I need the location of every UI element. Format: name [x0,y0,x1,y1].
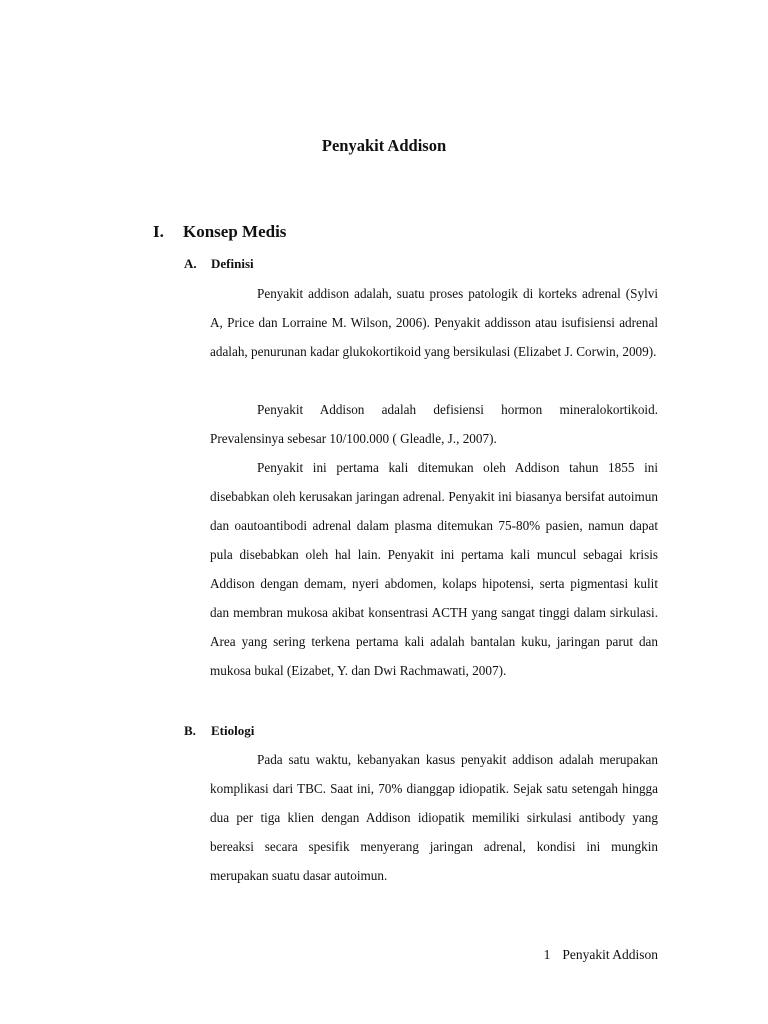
paragraph: Penyakit Addison adalah defisiensi hormon mineralokortikoid. Prevalensinya sebesar 10/100.000 ( Gleadle, J., 2007). [210,402,658,446]
subsection-letter: A. [184,256,197,271]
document-title: Penyakit Addison [321,136,447,155]
subsection-title: Definisi [211,256,254,271]
section-heading [153,222,286,242]
subsection-letter: B. [184,723,196,738]
subsection-title: Etiologi [211,723,255,738]
paragraph: Penyakit addison adalah, suatu proses patologik di korteks adrenal (Sylvi A, Price dan Lorraine M. Wilson, 2006). Penyakit addisson atau isufisiensi adrenal adalah, penurunan kadar glukokortikoid yang bersikulasi (Elizabet J. Corwin, 2009). [210,286,658,359]
section-number: I. [153,222,164,241]
paragraph: Pada satu waktu, kebanyakan kasus penyakit addison adalah merupakan komplikasi dari TBC. Saat ini, 70% dianggap idiopatik. Sejak satu setengah hingga dua per tiga klien dengan Addison idiopatik memiliki sirkulasi antibody yang bereaksi secara spesifik menyerang jaringan adrenal, kondisi ini mungkin merupakan suatu dasar autoimun. [210,752,658,883]
subsection-heading-etiologi [184,723,254,739]
running-title: Penyakit Addison [562,947,658,962]
page-number: 1 [543,947,551,962]
paragraph: Penyakit ini pertama kali ditemukan oleh Addison tahun 1855 ini disebabkan oleh kerusakan jaringan adrenal. Penyakit ini biasanya bersifat autoimun dan oautoantibodi adrenal dalam plasma ditemukan 75-80% pasien, namun dapat pula disebabkan oleh hal lain. Penyakit ini pertama kali muncul sebagai krisis Addison dengan demam, nyeri abdomen, kolaps hipotensi, serta pigmentasi kulit dan membran mukosa akibat konsentrasi ACTH yang sangat tinggi dalam sirkulasi. Area yang sering terkena pertama kali adalah bantalan kuku, jaringan parut dan mukosa bukal (Eizabet, Y. dan Dwi Rachmawati, 2007). [210,460,658,678]
page-footer [544,947,658,963]
section-title: Konsep Medis [183,222,287,241]
subsection-heading-definisi [184,256,254,272]
